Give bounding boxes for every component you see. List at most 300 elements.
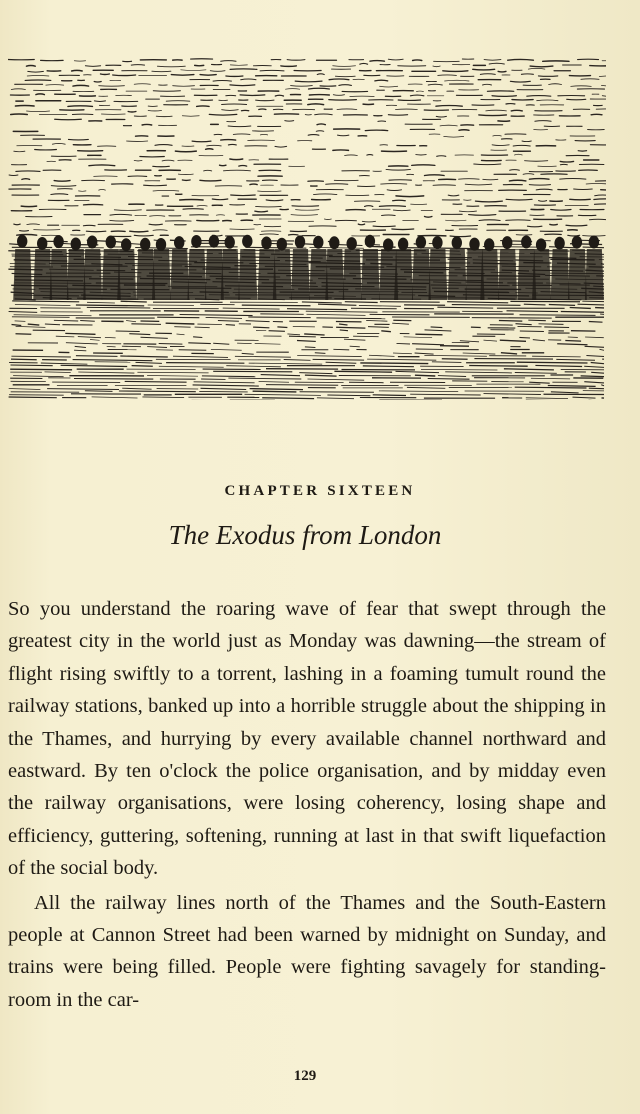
figure-body xyxy=(221,249,240,300)
hatch-stroke xyxy=(275,146,287,147)
hatch-stroke xyxy=(209,114,237,115)
hatch-stroke xyxy=(363,366,414,367)
hatch-stroke xyxy=(235,356,291,357)
hatch-stroke xyxy=(484,340,498,341)
figure-head xyxy=(87,236,97,249)
hatch-stroke xyxy=(27,224,40,225)
hatch-stroke xyxy=(99,86,125,87)
chapter-title: The Exodus from London xyxy=(168,520,442,550)
hatch-stroke xyxy=(338,135,349,136)
hatch-stroke xyxy=(586,356,604,357)
hatch-stroke xyxy=(535,365,582,366)
hatch-stroke xyxy=(28,324,40,325)
hatch-stroke xyxy=(492,145,509,146)
hatch-stroke xyxy=(469,366,528,367)
hatch-stroke xyxy=(334,371,392,372)
hatch-stroke xyxy=(424,355,487,356)
hatch-stroke xyxy=(602,96,606,97)
hatch-stroke xyxy=(10,369,72,370)
hatch-stroke xyxy=(484,394,541,395)
hatch-stroke xyxy=(365,206,373,207)
hatch-stroke xyxy=(126,321,136,322)
hatch-stroke xyxy=(581,79,599,80)
hatch-stroke xyxy=(584,366,604,367)
hatch-stroke xyxy=(242,353,254,354)
hatch-stroke xyxy=(493,135,502,136)
hatch-stroke xyxy=(73,85,89,86)
hatch-stroke xyxy=(410,95,424,96)
hatch-stroke xyxy=(549,305,575,306)
paragraph: All the railway lines north of the Thames and the South-Eastern people at Cannon Street had been warned by midnight on Sunday, and trains were being filled. People were fighting savagely for standing-room in the car- xyxy=(8,891,606,1011)
hatch-stroke xyxy=(89,165,115,166)
hatch-stroke xyxy=(231,195,256,196)
hatch-stroke xyxy=(537,100,558,101)
hatch-stroke xyxy=(392,229,414,230)
hatch-stroke xyxy=(507,311,559,312)
figure-head xyxy=(209,235,219,248)
hatch-stroke xyxy=(421,369,497,370)
hatch-stroke xyxy=(483,179,498,180)
hatch-stroke xyxy=(286,89,300,90)
hatch-stroke xyxy=(258,191,282,192)
hatch-stroke xyxy=(397,343,411,344)
hatch-stroke xyxy=(329,100,357,101)
figure-body xyxy=(187,249,206,300)
figure-body xyxy=(83,249,102,300)
hatch-stroke xyxy=(370,61,385,62)
hatch-stroke xyxy=(166,323,195,324)
figure-head xyxy=(313,236,323,249)
hatch-stroke xyxy=(132,366,153,367)
chapter-heading: CHAPTER SIXTEEN xyxy=(224,483,416,499)
hatch-stroke xyxy=(365,130,387,131)
hatch-stroke xyxy=(440,125,457,126)
figure-body xyxy=(170,249,189,300)
hatch-stroke xyxy=(74,350,86,351)
hatch-stroke xyxy=(144,185,167,186)
hatch-stroke xyxy=(289,336,316,337)
hatch-stroke xyxy=(445,80,469,81)
hatch-stroke xyxy=(204,170,212,171)
hatch-stroke xyxy=(450,236,471,237)
hatch-stroke xyxy=(228,126,251,127)
hatch-stroke xyxy=(110,214,132,215)
hatch-stroke xyxy=(116,331,140,332)
hatch-stroke xyxy=(557,344,587,345)
hatch-stroke xyxy=(413,60,422,61)
hatch-stroke xyxy=(570,199,590,200)
hatch-stroke xyxy=(499,321,522,322)
hatch-stroke xyxy=(233,134,250,135)
hatch-stroke xyxy=(302,302,342,303)
hatch-stroke xyxy=(212,199,228,200)
hatch-stroke xyxy=(484,60,501,61)
hatch-stroke xyxy=(574,189,593,190)
hatch-stroke xyxy=(556,359,595,360)
hatch-stroke xyxy=(591,363,604,364)
hatch-stroke xyxy=(150,216,165,217)
hatch-stroke xyxy=(54,320,78,321)
hatch-stroke xyxy=(431,327,443,328)
hatch-stroke xyxy=(508,59,534,60)
hatch-stroke xyxy=(75,346,86,347)
hatch-stroke xyxy=(74,379,153,380)
hatch-stroke xyxy=(465,184,492,185)
hatch-stroke xyxy=(345,155,358,156)
hatch-stroke xyxy=(440,346,469,347)
hatch-stroke xyxy=(515,373,557,374)
hatch-stroke xyxy=(173,86,195,87)
hatch-stroke xyxy=(380,86,398,87)
hatch-stroke xyxy=(522,141,531,142)
hatch-stroke xyxy=(206,317,242,318)
figure-body xyxy=(67,249,86,300)
hatch-stroke xyxy=(159,344,183,345)
hatch-stroke xyxy=(255,344,281,345)
hatch-stroke xyxy=(393,353,412,354)
figure-body xyxy=(309,249,328,300)
hatch-stroke xyxy=(585,337,604,338)
hatch-stroke xyxy=(442,359,468,360)
hatch-stroke xyxy=(535,121,551,122)
engraved-illustration xyxy=(8,55,606,400)
hatch-stroke xyxy=(159,366,224,367)
hatch-stroke xyxy=(193,385,259,386)
figure-body xyxy=(551,249,570,300)
hatch-stroke xyxy=(460,341,479,342)
hatch-stroke xyxy=(105,337,116,338)
hatch-stroke xyxy=(22,179,30,180)
figure-body xyxy=(585,249,604,300)
hatch-stroke xyxy=(594,199,606,200)
hatch-stroke xyxy=(560,161,573,162)
hatch-stroke xyxy=(396,371,440,372)
hatch-stroke xyxy=(528,226,542,227)
hatch-stroke xyxy=(529,185,550,186)
hatch-stroke xyxy=(113,75,136,76)
hatch-stroke xyxy=(438,75,457,76)
figure-head xyxy=(589,236,599,249)
hatch-stroke xyxy=(260,70,284,71)
figure-head xyxy=(174,236,184,249)
hatch-stroke xyxy=(393,210,410,211)
hatch-stroke xyxy=(99,190,106,191)
hatch-stroke xyxy=(277,327,287,328)
hatch-stroke xyxy=(245,394,321,395)
figure-body xyxy=(238,249,257,300)
figure-body xyxy=(428,249,447,300)
hatch-stroke xyxy=(412,344,444,345)
hatch-stroke xyxy=(92,397,138,398)
hatch-stroke xyxy=(340,330,348,331)
hatch-stroke xyxy=(51,194,68,195)
hatch-stroke xyxy=(78,372,134,373)
hatch-stroke xyxy=(224,170,251,171)
hatch-stroke xyxy=(506,220,530,221)
hatch-stroke xyxy=(585,346,604,347)
hatch-stroke xyxy=(295,81,322,82)
hatch-stroke xyxy=(86,231,105,232)
hatch-stroke xyxy=(200,75,216,76)
hatch-stroke xyxy=(213,343,229,344)
hatch-stroke xyxy=(565,341,581,342)
hatch-stroke xyxy=(410,394,481,395)
hatch-stroke xyxy=(250,184,257,185)
figure-body xyxy=(152,249,171,300)
figure-body xyxy=(13,249,32,300)
hatch-stroke xyxy=(246,321,270,322)
hatch-stroke xyxy=(281,66,296,67)
hatch-stroke xyxy=(601,385,604,386)
hatch-stroke xyxy=(11,114,28,115)
hatch-stroke xyxy=(404,337,433,338)
hatch-stroke xyxy=(520,331,544,332)
hatch-stroke xyxy=(142,124,152,125)
hatch-stroke xyxy=(152,71,171,72)
hatch-stroke xyxy=(353,336,379,337)
hatch-stroke xyxy=(141,337,168,338)
figure-head xyxy=(53,235,63,248)
hatch-stroke xyxy=(72,70,83,71)
hatch-stroke xyxy=(561,312,604,313)
hatch-stroke xyxy=(68,106,93,107)
hatch-stroke xyxy=(437,307,493,308)
figure-head xyxy=(277,238,287,251)
hatch-stroke xyxy=(362,221,375,222)
hatch-stroke xyxy=(436,116,446,117)
hatch-stroke xyxy=(407,387,445,388)
hatch-stroke xyxy=(114,210,141,211)
figure-body xyxy=(117,249,136,300)
hatch-stroke xyxy=(551,210,571,211)
hatch-stroke xyxy=(388,59,403,60)
hatch-stroke xyxy=(528,68,545,69)
hatch-stroke xyxy=(162,160,174,161)
hatch-stroke xyxy=(373,226,395,227)
hatch-stroke xyxy=(533,340,545,341)
hatch-stroke xyxy=(388,115,407,116)
hatch-stroke xyxy=(428,379,470,380)
hatch-stroke xyxy=(284,360,311,361)
hatch-stroke xyxy=(570,308,591,309)
hatch-stroke xyxy=(291,215,318,216)
hatch-stroke xyxy=(94,101,105,102)
hatch-stroke xyxy=(129,334,150,335)
hatch-stroke xyxy=(226,325,235,326)
hatch-stroke xyxy=(513,145,530,146)
hatch-stroke xyxy=(193,337,202,338)
hatch-stroke xyxy=(548,386,596,387)
figure-body xyxy=(33,249,52,300)
hatch-stroke xyxy=(291,86,313,87)
hatch-stroke xyxy=(147,347,167,348)
hatch-stroke xyxy=(333,349,349,350)
hatch-stroke xyxy=(171,75,194,76)
hatch-stroke xyxy=(83,225,95,226)
figure-body xyxy=(498,249,517,300)
hatch-stroke xyxy=(201,388,247,389)
hatch-stroke xyxy=(9,395,64,396)
hatch-stroke xyxy=(12,301,79,302)
hatch-stroke xyxy=(177,334,185,335)
hatch-stroke xyxy=(316,131,324,132)
hatch-stroke xyxy=(110,220,134,221)
hatch-stroke xyxy=(120,356,168,357)
hatch-stroke xyxy=(52,143,65,144)
figure-body xyxy=(532,249,551,300)
hatch-stroke xyxy=(240,95,265,96)
hatch-stroke xyxy=(527,96,551,97)
hatch-stroke xyxy=(27,76,49,77)
hatch-stroke xyxy=(166,101,190,102)
hatch-stroke xyxy=(531,378,570,379)
hatch-stroke xyxy=(333,66,356,67)
hatch-stroke xyxy=(41,363,88,364)
figure-head xyxy=(452,236,462,249)
hatch-stroke xyxy=(345,302,378,303)
hatch-stroke xyxy=(567,99,586,100)
hatch-stroke xyxy=(11,356,71,357)
hatch-stroke xyxy=(45,372,71,373)
hatch-stroke xyxy=(308,104,324,105)
figure-head xyxy=(398,238,408,251)
hatch-stroke xyxy=(248,317,310,318)
hatch-stroke xyxy=(149,224,162,225)
hatch-stroke xyxy=(56,336,75,337)
hatch-stroke xyxy=(519,337,530,338)
figure-body xyxy=(394,249,413,300)
hatch-stroke xyxy=(121,301,147,302)
hatch-stroke xyxy=(157,317,199,318)
hatch-stroke xyxy=(433,66,440,67)
hatch-stroke xyxy=(266,385,338,386)
figure-head xyxy=(432,236,442,249)
hatch-stroke xyxy=(14,315,92,316)
hatch-stroke xyxy=(351,308,397,309)
hatch-stroke xyxy=(15,305,71,306)
hatch-stroke xyxy=(452,305,521,306)
hatch-stroke xyxy=(287,309,347,310)
hatch-stroke xyxy=(153,230,167,231)
hatch-stroke xyxy=(459,130,469,131)
hatch-stroke xyxy=(358,224,364,225)
hatch-stroke xyxy=(253,391,297,392)
figure-body xyxy=(568,249,587,300)
hatch-stroke xyxy=(529,382,550,383)
figure-head xyxy=(572,236,582,249)
hatch-stroke xyxy=(51,186,76,187)
hatch-stroke xyxy=(213,371,292,372)
hatch-stroke xyxy=(27,111,50,112)
hatch-stroke xyxy=(119,391,196,392)
hatch-stroke xyxy=(223,308,280,309)
hatch-stroke xyxy=(367,359,436,360)
hatch-stroke xyxy=(386,169,410,170)
hatch-stroke xyxy=(437,156,446,157)
hatch-stroke xyxy=(94,82,101,83)
hatch-stroke xyxy=(308,379,365,380)
hatch-stroke xyxy=(73,360,153,361)
hatch-stroke xyxy=(591,114,602,115)
figure-body xyxy=(361,249,380,300)
hatch-stroke xyxy=(230,85,255,86)
hatch-stroke xyxy=(260,134,267,135)
hatch-stroke xyxy=(529,179,549,180)
hatch-stroke xyxy=(241,79,256,80)
hatch-stroke xyxy=(21,206,36,207)
hatch-stroke xyxy=(69,139,89,140)
body-text xyxy=(8,593,606,1016)
figure-head xyxy=(140,238,150,251)
hatch-stroke xyxy=(459,211,476,212)
hatch-stroke xyxy=(61,365,128,366)
hatch-stroke xyxy=(339,85,352,86)
hatch-stroke xyxy=(392,323,409,324)
hatch-stroke xyxy=(318,304,356,305)
hatch-stroke xyxy=(287,334,300,335)
figure-head xyxy=(347,237,357,250)
hatch-stroke xyxy=(359,305,401,306)
hatch-stroke xyxy=(14,151,25,152)
hatch-stroke xyxy=(415,353,434,354)
hatch-stroke xyxy=(308,135,319,136)
hatch-stroke xyxy=(47,389,119,390)
hatch-stroke xyxy=(166,363,244,364)
hatch-stroke xyxy=(473,69,495,70)
hatch-stroke xyxy=(256,100,274,101)
hatch-stroke xyxy=(122,346,141,347)
hatch-stroke xyxy=(15,321,26,322)
hatch-stroke xyxy=(266,200,283,201)
hatch-stroke xyxy=(300,392,374,393)
hatch-stroke xyxy=(305,347,316,348)
figure-head xyxy=(502,236,512,249)
hatch-stroke xyxy=(480,74,495,75)
hatch-stroke xyxy=(446,220,467,221)
hatch-stroke xyxy=(486,110,507,111)
hatch-stroke xyxy=(309,88,330,89)
hatch-stroke xyxy=(578,304,605,305)
hatch-stroke xyxy=(380,302,440,303)
hatch-stroke xyxy=(20,231,29,232)
hatch-stroke xyxy=(237,343,252,344)
hatch-stroke xyxy=(9,175,18,176)
figure-head xyxy=(71,238,81,251)
hatch-stroke xyxy=(85,66,100,67)
hatch-stroke xyxy=(11,365,53,366)
hatch-stroke xyxy=(549,84,562,85)
hatch-stroke xyxy=(80,321,95,322)
hatch-stroke xyxy=(510,170,520,171)
figure-body xyxy=(291,249,310,300)
hatch-stroke xyxy=(445,372,512,373)
figure-head xyxy=(37,237,47,250)
hatch-stroke xyxy=(101,74,110,75)
hatch-stroke xyxy=(515,387,587,388)
hatch-stroke xyxy=(584,382,604,383)
hatch-stroke xyxy=(483,84,492,85)
hatch-stroke xyxy=(506,199,532,200)
figure-head xyxy=(225,236,235,249)
hatch-stroke xyxy=(122,388,151,389)
hatch-stroke xyxy=(474,164,501,165)
hatch-stroke xyxy=(510,81,530,82)
hatch-stroke xyxy=(197,206,207,207)
hatch-stroke xyxy=(134,160,142,161)
hatch-stroke xyxy=(131,324,161,325)
figure-head xyxy=(416,236,426,249)
hatch-stroke xyxy=(239,166,247,167)
